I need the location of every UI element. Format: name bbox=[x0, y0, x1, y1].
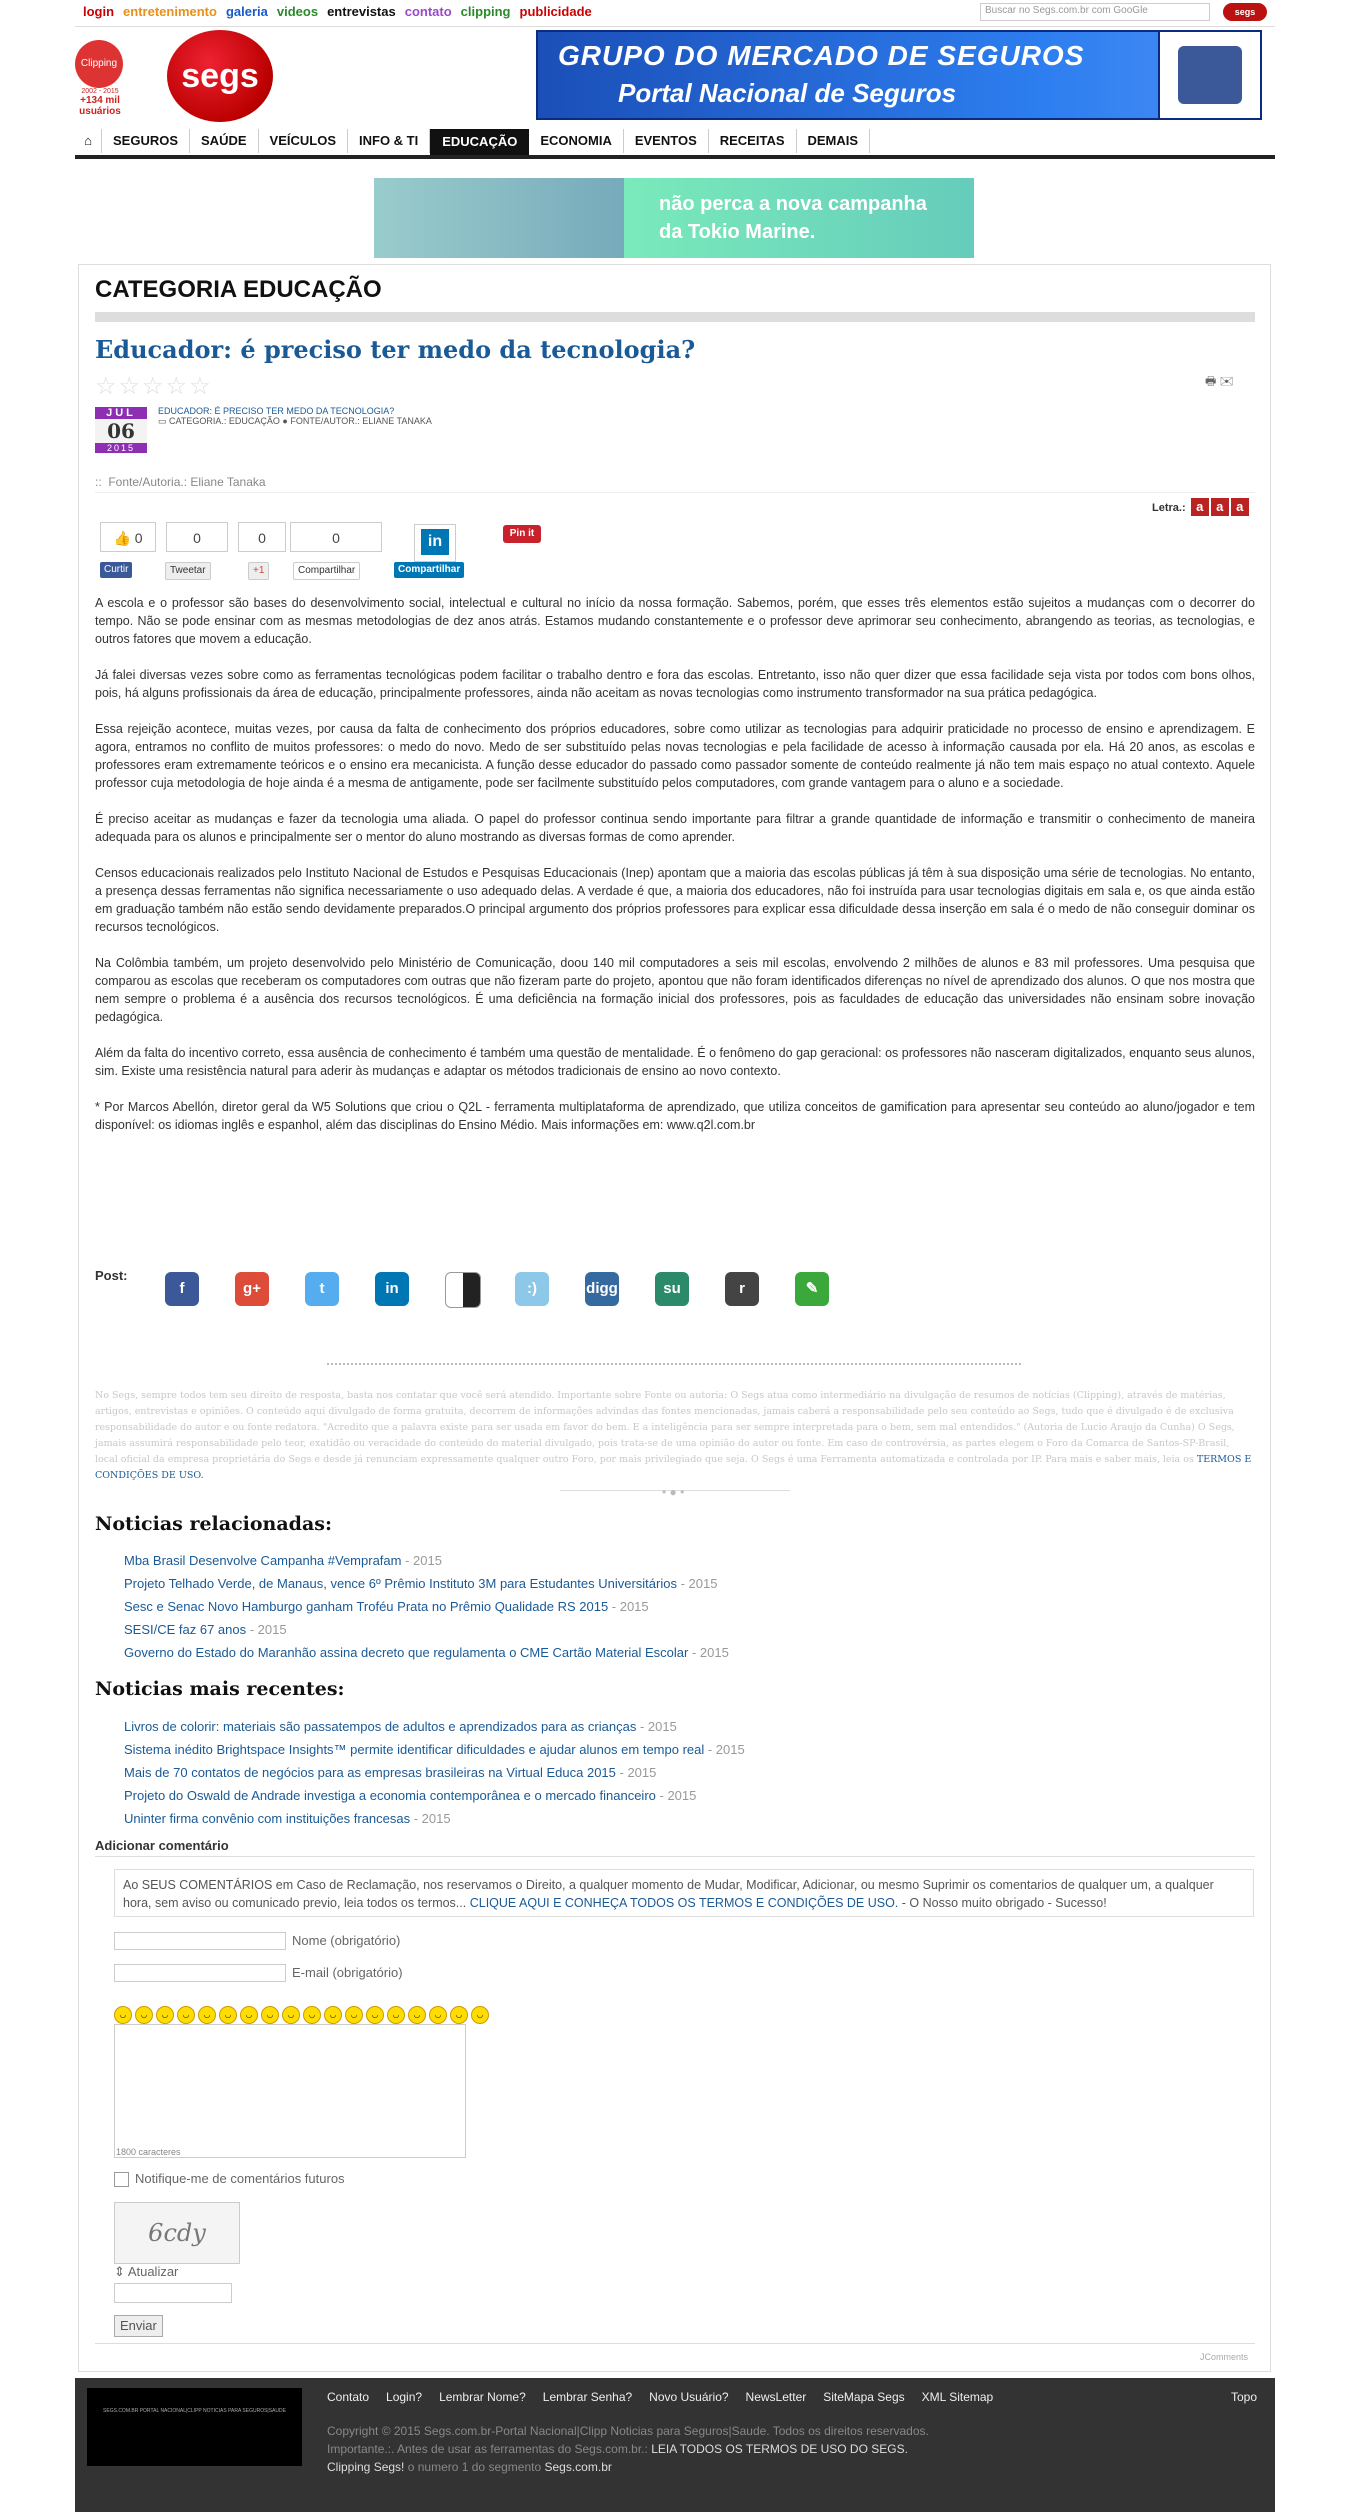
list-item[interactable] bbox=[124, 1738, 745, 1761]
rating-stars[interactable]: ☆☆☆☆☆ bbox=[95, 373, 213, 400]
captcha-input[interactable] bbox=[114, 2283, 232, 2303]
article-paragraph: Censos educacionais realizados pelo Instituto Nacional de Estudos e Pesquisas Educacionais (Inep) apontam que a maioria das escolas públicas já têm à sua disposição uma série de tecnologias. No entanto, a presença dessas ferramentas não significa necessariamente o uso adequado delas. A verdade é que, a maioria dos educadores, não foi instruída para usar tecnologias digitais em sala e, os que ainda estão em graduação também não estão sendo devidamente preparados.O principal argumento dos próprios professores para explicar essa dificuldade dessa inserção em sala é o medo de não conseguir dominar os recursos tecnológicos. bbox=[95, 866, 1255, 934]
emoticon-bar bbox=[114, 2004, 492, 2024]
linkedin-share-button[interactable]: Compartilhar bbox=[394, 562, 464, 578]
footer-block: SEGS.COM.BR PORTAL NACIONAL|CLIPP NOTICIAS PARA SEGUROS|SAUDE bbox=[87, 2388, 302, 2466]
emoticon-icon[interactable]: ◡ bbox=[366, 2006, 384, 2024]
ad-text1: não perca a nova campanha bbox=[659, 193, 927, 215]
ad-text2: da Tokio Marine. bbox=[659, 221, 816, 243]
back-to-top-link[interactable]: Topo bbox=[1230, 2390, 1257, 2404]
font-size-control bbox=[1152, 498, 1249, 516]
date-year: 2015 bbox=[95, 443, 147, 453]
date-month: JUL bbox=[95, 407, 147, 419]
captcha-image: 6cdy bbox=[114, 2202, 240, 2264]
facebook-count[interactable]: 👍 0 bbox=[100, 522, 156, 552]
nav-item-ve-culos[interactable]: VEÍCULOS bbox=[259, 129, 348, 153]
share-bar bbox=[98, 522, 598, 588]
seal-years: 2002 - 2015 bbox=[81, 88, 119, 95]
nav-item-sa-de[interactable]: SAÚDE bbox=[190, 129, 259, 153]
news-year: - 2015 bbox=[636, 1719, 677, 1734]
emoticon-icon[interactable]: ◡ bbox=[219, 2006, 237, 2024]
font-decrease-button[interactable]: a bbox=[1191, 498, 1209, 516]
news-link[interactable]: SESI/CE faz 67 anos bbox=[124, 1622, 247, 1637]
article-title[interactable]: Educador: é preciso ter medo da tecnologia? bbox=[95, 335, 696, 364]
emoticon-icon[interactable]: ◡ bbox=[198, 2006, 216, 2024]
nav-item-receitas[interactable]: RECEITAS bbox=[709, 129, 797, 153]
emoticon-icon[interactable]: ◡ bbox=[135, 2006, 153, 2024]
terms-link[interactable]: TERMOS E CONDIÇÕES DE USO. bbox=[95, 1454, 1252, 1481]
emoticon-icon[interactable]: ◡ bbox=[303, 2006, 321, 2024]
disclaimer-text: No Segs, sempre todos tem seu direito de resposta, basta nos contatar que você será atendido. Importante sobre Fonte ou autoria: O Segs atua como intermediário na divulgação de resumos de notícias (Clipping), através de matérias, artigos, entrevistas e opiniões. O conteúdo aqui divulgado de forma gratuita, decorrem de informações advindas das fontes mencionadas, jamais caberá a responsabilidade pelo seu conteúdo ao Segs, tudo que é divulgado é de exclusiva responsabilidade do autor e ou fonte redatora. "Acredito que a palavra existe para ser usada em favor do bem. E a inteligência para ser sempre interpretada para o bem, sem mal entendidos." (Autoria de Lucio Araujo da Cunha) O Segs, jamais assumirá responsabilidade pelo teor, exatidão ou veracidade do conteúdo do material divulgado, pois trata-se de uma opinião do autor ou fonte. Em caso de controvérsia, as partes elegem o Foro da Comarca de Santos-SP-Brasil, local oficial da empresa proprietária do Segs e desde já renunciam expressamente qualquer outro Foro, por mais privilegiado que seja. O Segs é uma Ferramenta automatizada e controlada por IP. Para mais e saber mais, leia os bbox=[95, 1390, 1235, 1465]
footer-links bbox=[327, 2390, 1010, 2404]
article-body bbox=[95, 594, 1255, 1152]
related-title: Noticias relacionadas: bbox=[95, 1513, 332, 1535]
comment-title: Adicionar comentário bbox=[95, 1838, 229, 1853]
delicious-icon[interactable] bbox=[445, 1272, 481, 1308]
list-item[interactable] bbox=[124, 1761, 745, 1784]
article-paragraph: A escola e o professor são bases do desenvolvimento social, intelectual e cultural no início da nossa formação. Sabemos, porém, que esses três elementos estão sujeitos a mudanças com o decorrer do tempo. Não se pode ensinar com as mesmas metodologias de dez anos atrás. Estamos mudando constantemente e o professor deve aprimorar seu conhecimento, abrangendo as teorias, as tecnologias, e outros fatores que movem a educação. bbox=[95, 596, 1255, 646]
thumbs-up-icon bbox=[1158, 32, 1260, 118]
top-link-galeria[interactable]: galeria bbox=[225, 4, 268, 19]
terms-notice-link[interactable]: CLIQUE AQUI E CONHEÇA TODOS OS TERMOS E CONDIÇÕES DE USO. bbox=[469, 1896, 899, 1910]
top-link-contato[interactable]: contato bbox=[404, 4, 452, 19]
nav-item-economia[interactable]: ECONOMIA bbox=[529, 129, 624, 153]
news-link[interactable]: Mais de 70 contatos de negócios para as empresas brasileiras na Virtual Educa 2015 bbox=[124, 1765, 616, 1780]
home-icon[interactable]: ⌂ bbox=[75, 129, 102, 153]
comment-rule bbox=[95, 1856, 1255, 1857]
bubble-icon[interactable]: ✎ bbox=[795, 1272, 829, 1306]
comment-notice: Ao SEUS COMENTÁRIOS em Caso de Reclamação, nos reservamos o Direito, a qualquer momento de Mudar, Modificar, Adicionar, ou mesmo Suprimir os comentarios de qualquer um, a qualquer hora, sem aviso ou comunicado previo, leia todos os termos... CLIQUE AQUI E CONHEÇA TODOS OS TERMOS E CONDIÇÕES DE USO. - O Nosso muito obrigado - Sucesso! bbox=[114, 1869, 1254, 1917]
nav-item-eventos[interactable]: EVENTOS bbox=[624, 129, 709, 153]
post-label: Post: bbox=[95, 1268, 128, 1283]
meta-link[interactable]: EDUCADOR: É PRECISO TER MEDO DA TECNOLOGIA? bbox=[158, 406, 395, 416]
terms-footer-link[interactable]: LEIA TODOS OS TERMOS DE USO DO SEGS. bbox=[651, 2442, 908, 2456]
notify-label: Notifique-me de comentários futuros bbox=[135, 2171, 345, 2186]
jcomments-credit[interactable]: JComments bbox=[1200, 2352, 1249, 2362]
comment-footer-rule bbox=[95, 2343, 1255, 2344]
tweet-button[interactable]: Tweetar bbox=[165, 562, 211, 580]
facebook-icon[interactable]: f bbox=[165, 1272, 199, 1306]
disclaimer bbox=[95, 1388, 1255, 1484]
list-item[interactable] bbox=[124, 1641, 729, 1664]
linkedin-icon[interactable]: in bbox=[375, 1272, 409, 1306]
email-field[interactable] bbox=[114, 1964, 286, 1982]
date-day: 06 bbox=[95, 419, 147, 443]
news-year: - 2015 bbox=[615, 1765, 657, 1780]
emoticon-icon[interactable]: ◡ bbox=[177, 2006, 195, 2024]
article-meta bbox=[158, 406, 432, 427]
footer-link[interactable]: Lembrar Senha? bbox=[542, 2390, 633, 2404]
emoticon-icon[interactable]: ◡ bbox=[114, 2006, 132, 2024]
ad-image bbox=[374, 178, 624, 258]
reddit-icon[interactable]: r bbox=[725, 1272, 759, 1306]
emoticon-icon[interactable]: ◡ bbox=[240, 2006, 258, 2024]
search-input[interactable]: Buscar no Segs.com.br com GooGle bbox=[980, 3, 1210, 21]
news-link[interactable]: Mba Brasil Desenvolve Campanha #Vemprafam bbox=[124, 1553, 402, 1568]
footer-copyright: Copyright © 2015 Segs.com.br-Portal Nacional|Clipp Noticias para Seguros|Saude. Todos os direitos reservados. Importante.:. Antes de usar as ferramentas do Segs.com.br.: LEIA TODOS OS TERMOS DE USO DO SEGS. Clipping Segs! o numero 1 do segmento Segs.com.br bbox=[327, 2424, 929, 2474]
emoticon-icon[interactable]: ◡ bbox=[324, 2006, 342, 2024]
notify-checkbox-row[interactable] bbox=[114, 2171, 345, 2187]
recent-title: Noticias mais recentes: bbox=[95, 1678, 345, 1700]
linkedin-icon[interactable]: in bbox=[414, 524, 456, 562]
news-link[interactable]: Livros de colorir: materiais são passatempos de adultos e aprendizados para as crianças bbox=[124, 1719, 637, 1734]
email-label: E-mail (obrigatório) bbox=[292, 1965, 403, 1980]
article-paragraph: Além da falta do incentivo correto, essa ausência de conhecimento é também uma questão de mentalidade. É o fenômeno do gap geracional: os professores não nasceram digitalizados, enquanto seus alunos, sim. Existe uma resistência natural para aderir às mudanças e adaptar os métodos tradicionais de ensino ao novo contexto. bbox=[95, 1046, 1255, 1078]
emoticon-icon[interactable]: ◡ bbox=[282, 2006, 300, 2024]
news-link[interactable]: Governo do Estado do Maranhão assina decreto que regulamenta o CME Cartão Material Escolar bbox=[124, 1645, 689, 1660]
emoticon-icon[interactable]: ◡ bbox=[345, 2006, 363, 2024]
font-increase-button[interactable]: a bbox=[1231, 498, 1249, 516]
segs-logo[interactable]: segs bbox=[167, 30, 273, 122]
emoticon-icon[interactable]: ◡ bbox=[429, 2006, 447, 2024]
name-field[interactable] bbox=[114, 1932, 286, 1950]
yahoo-icon[interactable]: :) bbox=[515, 1272, 549, 1306]
dotted-divider bbox=[327, 1363, 1021, 1365]
header-banner[interactable] bbox=[536, 30, 1262, 120]
notify-checkbox[interactable] bbox=[114, 2172, 129, 2187]
footer-link[interactable]: Novo Usuário? bbox=[649, 2390, 729, 2404]
footer-link[interactable]: XML Sitemap bbox=[921, 2390, 994, 2404]
facebook-like-button[interactable]: Curtir bbox=[100, 562, 132, 578]
logo-area[interactable] bbox=[75, 30, 285, 122]
twitter-count: 0 bbox=[166, 522, 228, 552]
top-link-entrevistas[interactable]: entrevistas bbox=[327, 4, 396, 19]
news-link[interactable]: Projeto do Oswald de Andrade investiga a economia contemporânea e o mercado financeiro bbox=[124, 1788, 656, 1803]
gshare-button[interactable]: Compartilhar bbox=[293, 562, 360, 580]
seal-users: +134 mil usuários bbox=[79, 95, 121, 117]
top-link-login[interactable]: login bbox=[83, 4, 115, 19]
news-year: - 2015 bbox=[246, 1622, 287, 1637]
article-paragraph: * Por Marcos Abellón, diretor geral da W5 Solutions que criou o Q2L - ferramenta multiplataforma de aprendizado, que utiliza conceitos de gamification para apresentar seu conteúdo ao aluno/jogador e tem disponível: os idiomas inglês e espanhol, além das disciplinas do Ensino Médio. Mais informações em: www.q2l.com.br bbox=[95, 1100, 1255, 1132]
news-year: - 2015 bbox=[410, 1811, 451, 1826]
gplus-count: 0 bbox=[238, 522, 286, 552]
top-link-clipping[interactable]: clipping bbox=[460, 4, 511, 19]
article-tools bbox=[1205, 372, 1234, 393]
emoticon-icon[interactable]: ◡ bbox=[450, 2006, 468, 2024]
list-item[interactable] bbox=[124, 1572, 729, 1595]
refresh-captcha-button[interactable]: ⇕ Atualizar bbox=[114, 2264, 179, 2279]
footer-link[interactable]: Lembrar Nome? bbox=[439, 2390, 526, 2404]
article-source bbox=[95, 475, 266, 489]
list-item[interactable] bbox=[124, 1618, 729, 1641]
font-reset-button[interactable]: a bbox=[1211, 498, 1229, 516]
article-paragraph: Na Colômbia também, um projeto desenvolvido pelo Ministério de Comunicação, doou 140 mil computadores a seis mil escolas, envolvendo 2 milhões de alunos e 83 mil professores. Uma pesquisa que comparou as escolas que receberam os computadores com outras que não fizeram parte do projeto, apontou que não foram identificados diferenças no nível de aprendizado dos alunos. O que nos mostra que nem sempre o problema é a ausência dos recursos tecnológicos. É uma deficiência na formação inicial dos professores, pois as faculdades de educação das universidades não ensinam sobre inovação pedagógica. bbox=[95, 956, 1255, 1024]
category-rule bbox=[95, 312, 1255, 322]
source-text: Fonte/Autoria.: Eliane Tanaka bbox=[108, 475, 266, 489]
top-bar bbox=[75, 0, 1275, 27]
news-link[interactable]: Uninter firma convênio com instituições francesas bbox=[124, 1811, 411, 1826]
refresh-icon: ⇕ bbox=[114, 2264, 125, 2279]
emoticon-icon[interactable]: ◡ bbox=[408, 2006, 426, 2024]
top-links bbox=[83, 4, 601, 19]
nav-item-educa-o[interactable]: EDUCAÇÃO bbox=[430, 129, 529, 155]
meta-category: CATEGORIA.: EDUCAÇÃO bbox=[169, 416, 280, 426]
name-label: Nome (obrigatório) bbox=[292, 1933, 401, 1948]
footer bbox=[75, 2378, 1275, 2512]
footer-link[interactable]: Contato bbox=[327, 2390, 370, 2404]
banner-line2: Portal Nacional de Seguros bbox=[618, 78, 957, 108]
emoticon-icon[interactable]: ◡ bbox=[471, 2006, 489, 2024]
source-rule bbox=[95, 492, 1255, 493]
clipping-seal bbox=[75, 40, 125, 116]
email-icon[interactable]: ✉ bbox=[1219, 374, 1234, 388]
recent-list bbox=[124, 1715, 745, 1830]
top-link-videos[interactable]: videos bbox=[276, 4, 319, 19]
list-item[interactable] bbox=[124, 1549, 729, 1572]
article-paragraph: Já falei diversas vezes sobre como as ferramentas tecnológicas podem facilitar o trabalho dentro e fora das escolas. Entretanto, isso não quer dizer que essa facilidade seja vista por todos com bons olhos, pois, há alguns profissionais da área de educação, principalmente professores, ainda não aceitam as novas tecnologias como instrumento transformador na sua prática pedagógica. bbox=[95, 668, 1255, 700]
gshare-count: 0 bbox=[290, 522, 382, 552]
googleplus-icon[interactable]: g+ bbox=[235, 1272, 269, 1306]
emoticon-icon[interactable]: ◡ bbox=[261, 2006, 279, 2024]
emoticon-icon[interactable]: ◡ bbox=[387, 2006, 405, 2024]
stumbleupon-icon[interactable]: su bbox=[655, 1272, 689, 1306]
top-link-publicidade[interactable]: publicidade bbox=[519, 4, 592, 19]
nav-item-demais[interactable]: DEMAIS bbox=[797, 129, 871, 153]
news-year: - 2015 bbox=[401, 1553, 442, 1568]
ad-banner[interactable] bbox=[374, 178, 974, 258]
search-button[interactable]: segs bbox=[1223, 3, 1267, 21]
category-title: CATEGORIA EDUCAÇÃO bbox=[95, 276, 382, 303]
seal-badge: Clipping bbox=[75, 40, 123, 88]
nav-item-info-ti[interactable]: INFO & TI bbox=[348, 129, 430, 153]
digg-icon[interactable]: digg bbox=[585, 1272, 619, 1306]
list-item[interactable] bbox=[124, 1715, 745, 1738]
pinit-button[interactable]: Pin it bbox=[503, 525, 541, 543]
news-year: - 2015 bbox=[608, 1599, 649, 1614]
news-link[interactable]: Sesc e Senac Novo Hamburgo ganham Troféu Prata no Prêmio Qualidade RS 2015 bbox=[124, 1599, 609, 1614]
folder-icon: ▭ bbox=[158, 416, 167, 426]
news-link[interactable]: Sistema inédito Brightspace Insights™ permite identificar dificuldades e ajudar alunos em tempo real bbox=[124, 1742, 705, 1757]
news-year: - 2015 bbox=[704, 1742, 745, 1757]
news-year: - 2015 bbox=[676, 1576, 718, 1591]
char-counter: 1800 caracteres bbox=[116, 2147, 181, 2157]
related-list bbox=[124, 1549, 729, 1664]
footer-link[interactable]: Login? bbox=[386, 2390, 423, 2404]
top-link-entretenimento[interactable]: entretenimento bbox=[123, 4, 217, 19]
news-year: - 2015 bbox=[688, 1645, 729, 1660]
source-bullet-icon: :: bbox=[95, 475, 102, 489]
list-item[interactable] bbox=[124, 1595, 729, 1618]
gplus-button[interactable]: +1 bbox=[248, 562, 269, 580]
article-paragraph: Essa rejeição acontece, muitas vezes, por causa da falta de conhecimento dos próprios educadores, sobre como utilizar as tecnologias para adquirir praticidade no processo de ensino e aprendizagem. E agora, entramos no conflito de muitos professores: o medo do novo. Medo de ser substituído pelas novas tecnologias e pela facilidade de acesso à informação causada por ela. Há 20 anos, as escolas e professores eram extremamente teóricos e o ensino era mecanicista. A função desse educador do passado como passador somente de conteúdo realmente já não tem mais espaço no atual contexto. Aquele professor cuja metodologia de hoje ainda é a mesma de antigamente, pode ser facilmente substituído pelos computadores, com grande vantagem para o aluno e a sociedade. bbox=[95, 722, 1255, 790]
meta-author: FONTE/AUTOR.: ELIANE TANAKA bbox=[290, 416, 432, 426]
like-icon: 👍 bbox=[113, 530, 131, 546]
news-link[interactable]: Projeto Telhado Verde, de Manaus, vence 6º Prêmio Instituto 3M para Estudantes Universitários bbox=[124, 1576, 677, 1591]
footer-link[interactable]: NewsLetter bbox=[745, 2390, 807, 2404]
send-button[interactable]: Enviar bbox=[114, 2315, 163, 2337]
article-date bbox=[95, 407, 147, 453]
news-year: - 2015 bbox=[655, 1788, 697, 1803]
article-paragraph: É preciso aceitar as mudanças e fazer da tecnologia uma aliada. O papel do professor continua sendo importante para filtrar a grande quantidade de informação e transmitir o conhecimento de maneira adequada para os alunos e principalmente ser o mentor do aluno mostrando as diversas formas de como aprender. bbox=[95, 812, 1255, 844]
print-icon[interactable]: 🖶 bbox=[1205, 374, 1217, 388]
user-icon: ● bbox=[282, 416, 288, 426]
main-nav bbox=[75, 127, 1275, 159]
emoticon-icon[interactable]: ◡ bbox=[156, 2006, 174, 2024]
banner-line1: GRUPO DO MERCADO DE SEGUROS bbox=[558, 40, 1085, 71]
font-size-label: Letra.: bbox=[1152, 502, 1186, 514]
list-item[interactable] bbox=[124, 1807, 745, 1830]
twitter-icon[interactable]: t bbox=[305, 1272, 339, 1306]
nav-item-seguros[interactable]: SEGUROS bbox=[102, 129, 190, 153]
list-item[interactable] bbox=[124, 1784, 745, 1807]
footer-link[interactable]: SiteMapa Segs bbox=[823, 2390, 905, 2404]
divider-ornament: • ● • bbox=[662, 1485, 685, 1499]
comment-textarea[interactable] bbox=[114, 2024, 466, 2158]
